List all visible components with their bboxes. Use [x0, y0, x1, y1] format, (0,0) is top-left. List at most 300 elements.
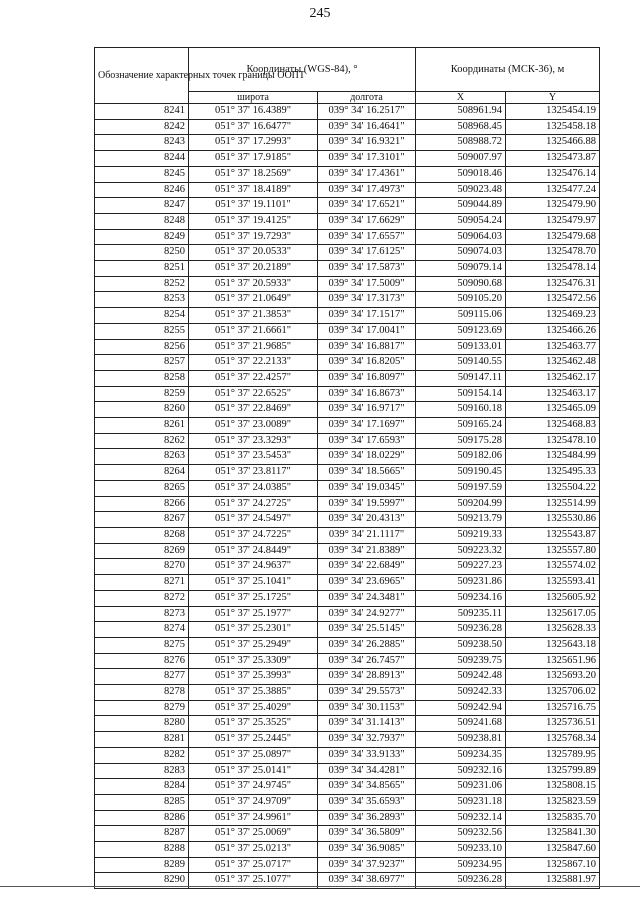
cell-point-id: 8250	[95, 245, 189, 261]
table-row	[95, 386, 600, 402]
cell-x: 509231.86	[416, 575, 506, 591]
cell-y: 1325454.19	[506, 104, 600, 120]
cell-y: 1325574.02	[506, 559, 600, 575]
cell-latitude: 051° 37' 25.3525"	[189, 716, 318, 732]
cell-point-id: 8256	[95, 339, 189, 355]
cell-y: 1325468.83	[506, 418, 600, 434]
cell-point-id: 8253	[95, 292, 189, 308]
cell-y: 1325789.95	[506, 747, 600, 763]
cell-latitude: 051° 37' 20.0533"	[189, 245, 318, 261]
table-row	[95, 826, 600, 842]
cell-longitude: 039° 34' 16.8205"	[318, 355, 416, 371]
table-row	[95, 261, 600, 277]
cell-y: 1325867.10	[506, 857, 600, 873]
table-row	[95, 418, 600, 434]
cell-latitude: 051° 37' 20.5933"	[189, 276, 318, 292]
cell-longitude: 039° 34' 21.8389"	[318, 543, 416, 559]
cell-y: 1325835.70	[506, 810, 600, 826]
table-row	[95, 559, 600, 575]
cell-point-id: 8251	[95, 261, 189, 277]
table-header-row	[95, 48, 600, 92]
cell-latitude: 051° 37' 24.7225"	[189, 527, 318, 543]
cell-latitude: 051° 37' 25.0069"	[189, 826, 318, 842]
cell-latitude: 051° 37' 25.2301"	[189, 622, 318, 638]
cell-point-id: 8275	[95, 637, 189, 653]
cell-longitude: 039° 34' 36.2893"	[318, 810, 416, 826]
cell-x: 508988.72	[416, 135, 506, 151]
cell-latitude: 051° 37' 22.8469"	[189, 402, 318, 418]
cell-longitude: 039° 34' 18.5665"	[318, 465, 416, 481]
cell-y: 1325462.17	[506, 370, 600, 386]
cell-latitude: 051° 37' 19.4125"	[189, 213, 318, 229]
table-row	[95, 857, 600, 873]
cell-x: 509115.06	[416, 308, 506, 324]
table-row	[95, 622, 600, 638]
cell-y: 1325477.24	[506, 182, 600, 198]
cell-longitude: 039° 34' 31.1413"	[318, 716, 416, 732]
cell-longitude: 039° 34' 29.5573"	[318, 685, 416, 701]
header-wgs84: Координаты (WGS-84), °	[189, 48, 416, 92]
cell-longitude: 039° 34' 18.0229"	[318, 449, 416, 465]
coordinates-table	[94, 47, 600, 889]
table-row	[95, 637, 600, 653]
cell-x: 509234.95	[416, 857, 506, 873]
table-row	[95, 276, 600, 292]
cell-y: 1325651.96	[506, 653, 600, 669]
cell-latitude: 051° 37' 19.1101"	[189, 198, 318, 214]
cell-longitude: 039° 34' 17.5873"	[318, 261, 416, 277]
cell-latitude: 051° 37' 16.4389"	[189, 104, 318, 120]
cell-x: 509204.99	[416, 496, 506, 512]
cell-point-id: 8287	[95, 826, 189, 842]
cell-latitude: 051° 37' 25.3309"	[189, 653, 318, 669]
table-row	[95, 229, 600, 245]
cell-x: 509219.33	[416, 527, 506, 543]
table-row	[95, 606, 600, 622]
cell-longitude: 039° 34' 17.3101"	[318, 151, 416, 167]
cell-point-id: 8285	[95, 794, 189, 810]
cell-point-id: 8288	[95, 842, 189, 858]
cell-x: 509044.89	[416, 198, 506, 214]
cell-y: 1325504.22	[506, 480, 600, 496]
cell-point-id: 8277	[95, 669, 189, 685]
cell-y: 1325543.87	[506, 527, 600, 543]
cell-point-id: 8255	[95, 323, 189, 339]
cell-x: 509213.79	[416, 512, 506, 528]
cell-x: 509231.18	[416, 794, 506, 810]
cell-latitude: 051° 37' 25.0897"	[189, 747, 318, 763]
cell-x: 509079.14	[416, 261, 506, 277]
cell-x: 509090.68	[416, 276, 506, 292]
table-row	[95, 213, 600, 229]
cell-x: 509147.11	[416, 370, 506, 386]
table-row	[95, 700, 600, 716]
cell-x: 508961.94	[416, 104, 506, 120]
cell-point-id: 8260	[95, 402, 189, 418]
cell-latitude: 051° 37' 24.9961"	[189, 810, 318, 826]
cell-latitude: 051° 37' 21.0649"	[189, 292, 318, 308]
cell-point-id: 8273	[95, 606, 189, 622]
cell-point-id: 8278	[95, 685, 189, 701]
cell-y: 1325881.97	[506, 873, 600, 889]
cell-y: 1325473.87	[506, 151, 600, 167]
cell-point-id: 8269	[95, 543, 189, 559]
cell-latitude: 051° 37' 23.8117"	[189, 465, 318, 481]
cell-x: 509154.14	[416, 386, 506, 402]
cell-x: 509236.28	[416, 622, 506, 638]
cell-x: 509007.97	[416, 151, 506, 167]
cell-point-id: 8276	[95, 653, 189, 669]
cell-longitude: 039° 34' 26.7457"	[318, 653, 416, 669]
cell-longitude: 039° 34' 17.1697"	[318, 418, 416, 434]
cell-point-id: 8254	[95, 308, 189, 324]
cell-x: 509197.59	[416, 480, 506, 496]
cell-latitude: 051° 37' 25.3993"	[189, 669, 318, 685]
cell-point-id: 8279	[95, 700, 189, 716]
header-y: Y	[506, 92, 600, 104]
cell-latitude: 051° 37' 24.2725"	[189, 496, 318, 512]
header-msk36: Координаты (МСК-36), м	[416, 48, 600, 92]
table-row	[95, 355, 600, 371]
cell-y: 1325847.60	[506, 842, 600, 858]
cell-point-id: 8261	[95, 418, 189, 434]
table-row	[95, 842, 600, 858]
cell-y: 1325463.17	[506, 386, 600, 402]
cell-longitude: 039° 34' 33.9133"	[318, 747, 416, 763]
cell-y: 1325593.41	[506, 575, 600, 591]
cell-x: 509175.28	[416, 433, 506, 449]
cell-y: 1325458.18	[506, 119, 600, 135]
cell-longitude: 039° 34' 17.4361"	[318, 166, 416, 182]
cell-point-id: 8246	[95, 182, 189, 198]
cell-point-id: 8244	[95, 151, 189, 167]
cell-y: 1325716.75	[506, 700, 600, 716]
cell-longitude: 039° 34' 16.2517"	[318, 104, 416, 120]
cell-x: 508968.45	[416, 119, 506, 135]
cell-x: 509227.23	[416, 559, 506, 575]
cell-latitude: 051° 37' 21.6661"	[189, 323, 318, 339]
cell-point-id: 8270	[95, 559, 189, 575]
table-row	[95, 433, 600, 449]
cell-latitude: 051° 37' 17.9185"	[189, 151, 318, 167]
cell-point-id: 8243	[95, 135, 189, 151]
cell-longitude: 039° 34' 16.8817"	[318, 339, 416, 355]
cell-y: 1325466.26	[506, 323, 600, 339]
cell-point-id: 8289	[95, 857, 189, 873]
cell-x: 509232.14	[416, 810, 506, 826]
cell-longitude: 039° 34' 30.1153"	[318, 700, 416, 716]
cell-x: 509133.01	[416, 339, 506, 355]
table-row	[95, 198, 600, 214]
cell-x: 509233.10	[416, 842, 506, 858]
cell-longitude: 039° 34' 17.6521"	[318, 198, 416, 214]
cell-latitude: 051° 37' 25.4029"	[189, 700, 318, 716]
cell-latitude: 051° 37' 25.0213"	[189, 842, 318, 858]
table-row	[95, 794, 600, 810]
cell-x: 509241.68	[416, 716, 506, 732]
cell-longitude: 039° 34' 38.6977"	[318, 873, 416, 889]
cell-longitude: 039° 34' 23.6965"	[318, 575, 416, 591]
cell-point-id: 8265	[95, 480, 189, 496]
cell-y: 1325841.30	[506, 826, 600, 842]
cell-point-id: 8257	[95, 355, 189, 371]
cell-latitude: 051° 37' 22.2133"	[189, 355, 318, 371]
cell-x: 509232.56	[416, 826, 506, 842]
cell-x: 509123.69	[416, 323, 506, 339]
cell-latitude: 051° 37' 22.4257"	[189, 370, 318, 386]
table-row	[95, 669, 600, 685]
cell-x: 509105.20	[416, 292, 506, 308]
cell-y: 1325643.18	[506, 637, 600, 653]
cell-longitude: 039° 34' 34.4281"	[318, 763, 416, 779]
cell-point-id: 8271	[95, 575, 189, 591]
cell-latitude: 051° 37' 24.9709"	[189, 794, 318, 810]
cell-point-id: 8242	[95, 119, 189, 135]
table-body	[95, 104, 600, 889]
cell-y: 1325514.99	[506, 496, 600, 512]
cell-latitude: 051° 37' 25.2445"	[189, 732, 318, 748]
cell-latitude: 051° 37' 25.0717"	[189, 857, 318, 873]
cell-longitude: 039° 34' 17.5009"	[318, 276, 416, 292]
cell-y: 1325462.48	[506, 355, 600, 371]
cell-point-id: 8282	[95, 747, 189, 763]
cell-y: 1325465.09	[506, 402, 600, 418]
cell-latitude: 051° 37' 25.0141"	[189, 763, 318, 779]
cell-x: 509242.94	[416, 700, 506, 716]
cell-latitude: 051° 37' 20.2189"	[189, 261, 318, 277]
cell-latitude: 051° 37' 25.2949"	[189, 637, 318, 653]
cell-longitude: 039° 34' 17.4973"	[318, 182, 416, 198]
cell-longitude: 039° 34' 17.1517"	[318, 308, 416, 324]
table-row	[95, 747, 600, 763]
cell-point-id: 8264	[95, 465, 189, 481]
table-row	[95, 370, 600, 386]
cell-x: 509074.03	[416, 245, 506, 261]
table-row	[95, 292, 600, 308]
cell-latitude: 051° 37' 23.0089"	[189, 418, 318, 434]
cell-longitude: 039° 34' 26.2885"	[318, 637, 416, 653]
cell-x: 509190.45	[416, 465, 506, 481]
table-row	[95, 402, 600, 418]
cell-longitude: 039° 34' 16.4641"	[318, 119, 416, 135]
cell-latitude: 051° 37' 17.2993"	[189, 135, 318, 151]
table-row	[95, 716, 600, 732]
cell-x: 509238.81	[416, 732, 506, 748]
cell-x: 509182.06	[416, 449, 506, 465]
cell-longitude: 039° 34' 17.3173"	[318, 292, 416, 308]
cell-x: 509238.50	[416, 637, 506, 653]
cell-longitude: 039° 34' 19.5997"	[318, 496, 416, 512]
cell-y: 1325823.59	[506, 794, 600, 810]
cell-latitude: 051° 37' 23.3293"	[189, 433, 318, 449]
cell-y: 1325693.20	[506, 669, 600, 685]
cell-longitude: 039° 34' 32.7937"	[318, 732, 416, 748]
table-row	[95, 810, 600, 826]
cell-latitude: 051° 37' 25.1977"	[189, 606, 318, 622]
cell-latitude: 051° 37' 24.9637"	[189, 559, 318, 575]
cell-y: 1325557.80	[506, 543, 600, 559]
cell-x: 509140.55	[416, 355, 506, 371]
cell-x: 509234.35	[416, 747, 506, 763]
cell-y: 1325617.05	[506, 606, 600, 622]
cell-point-id: 8247	[95, 198, 189, 214]
cell-x: 509232.16	[416, 763, 506, 779]
cell-longitude: 039° 34' 16.9717"	[318, 402, 416, 418]
cell-y: 1325476.14	[506, 166, 600, 182]
cell-x: 509054.24	[416, 213, 506, 229]
header-x: X	[416, 92, 506, 104]
table-row	[95, 166, 600, 182]
cell-latitude: 051° 37' 19.7293"	[189, 229, 318, 245]
cell-latitude: 051° 37' 21.3853"	[189, 308, 318, 324]
cell-y: 1325605.92	[506, 590, 600, 606]
table-row	[95, 104, 600, 120]
cell-longitude: 039° 34' 24.9277"	[318, 606, 416, 622]
cell-y: 1325469.23	[506, 308, 600, 324]
cell-longitude: 039° 34' 34.8565"	[318, 779, 416, 795]
cell-y: 1325530.86	[506, 512, 600, 528]
cell-latitude: 051° 37' 25.1077"	[189, 873, 318, 889]
table-row	[95, 512, 600, 528]
table-row	[95, 449, 600, 465]
cell-x: 509018.46	[416, 166, 506, 182]
cell-point-id: 8267	[95, 512, 189, 528]
cell-latitude: 051° 37' 16.6477"	[189, 119, 318, 135]
cell-longitude: 039° 34' 17.6593"	[318, 433, 416, 449]
cell-point-id: 8262	[95, 433, 189, 449]
cell-point-id: 8241	[95, 104, 189, 120]
cell-longitude: 039° 34' 36.5809"	[318, 826, 416, 842]
cell-point-id: 8249	[95, 229, 189, 245]
header-longitude: долгота	[318, 92, 416, 104]
cell-longitude: 039° 34' 20.4313"	[318, 512, 416, 528]
cell-latitude: 051° 37' 25.1725"	[189, 590, 318, 606]
cell-point-id: 8263	[95, 449, 189, 465]
cell-longitude: 039° 34' 19.0345"	[318, 480, 416, 496]
table-row	[95, 763, 600, 779]
cell-x: 509234.16	[416, 590, 506, 606]
cell-point-id: 8252	[95, 276, 189, 292]
table-row	[95, 527, 600, 543]
table-row	[95, 480, 600, 496]
header-latitude: широта	[189, 92, 318, 104]
table-row	[95, 245, 600, 261]
cell-longitude: 039° 34' 22.6849"	[318, 559, 416, 575]
cell-point-id: 8290	[95, 873, 189, 889]
cell-y: 1325808.15	[506, 779, 600, 795]
cell-y: 1325466.88	[506, 135, 600, 151]
cell-longitude: 039° 34' 16.8097"	[318, 370, 416, 386]
cell-longitude: 039° 34' 37.9237"	[318, 857, 416, 873]
cell-latitude: 051° 37' 24.0385"	[189, 480, 318, 496]
cell-y: 1325479.90	[506, 198, 600, 214]
cell-latitude: 051° 37' 24.8449"	[189, 543, 318, 559]
cell-longitude: 039° 34' 24.3481"	[318, 590, 416, 606]
cell-latitude: 051° 37' 25.1041"	[189, 575, 318, 591]
cell-longitude: 039° 34' 17.0041"	[318, 323, 416, 339]
table-row	[95, 496, 600, 512]
cell-longitude: 039° 34' 17.6125"	[318, 245, 416, 261]
cell-y: 1325476.31	[506, 276, 600, 292]
cell-point-id: 8259	[95, 386, 189, 402]
cell-y: 1325768.34	[506, 732, 600, 748]
table-row	[95, 590, 600, 606]
table-row	[95, 182, 600, 198]
cell-x: 509064.03	[416, 229, 506, 245]
cell-x: 509235.11	[416, 606, 506, 622]
cell-point-id: 8268	[95, 527, 189, 543]
cell-x: 509223.32	[416, 543, 506, 559]
table-row	[95, 323, 600, 339]
table-row	[95, 779, 600, 795]
cell-y: 1325478.10	[506, 433, 600, 449]
cell-y: 1325628.33	[506, 622, 600, 638]
cell-x: 509242.48	[416, 669, 506, 685]
cell-latitude: 051° 37' 22.6525"	[189, 386, 318, 402]
table-row	[95, 339, 600, 355]
cell-y: 1325799.89	[506, 763, 600, 779]
cell-y: 1325478.70	[506, 245, 600, 261]
cell-point-id: 8274	[95, 622, 189, 638]
table-row	[95, 543, 600, 559]
cell-x: 509160.18	[416, 402, 506, 418]
cell-point-id: 8245	[95, 166, 189, 182]
table-row	[95, 308, 600, 324]
table-row	[95, 151, 600, 167]
cell-longitude: 039° 34' 35.6593"	[318, 794, 416, 810]
page-number: 245	[309, 6, 331, 21]
cell-latitude: 051° 37' 24.9745"	[189, 779, 318, 795]
cell-longitude: 039° 34' 17.6557"	[318, 229, 416, 245]
table-row	[95, 465, 600, 481]
page-bottom-rule	[0, 886, 640, 887]
cell-longitude: 039° 34' 28.8913"	[318, 669, 416, 685]
cell-point-id: 8286	[95, 810, 189, 826]
cell-x: 509242.33	[416, 685, 506, 701]
cell-point-id: 8248	[95, 213, 189, 229]
cell-y: 1325463.77	[506, 339, 600, 355]
cell-point-id: 8272	[95, 590, 189, 606]
cell-point-id: 8283	[95, 763, 189, 779]
table-row	[95, 653, 600, 669]
cell-y: 1325706.02	[506, 685, 600, 701]
table-row	[95, 119, 600, 135]
cell-longitude: 039° 34' 36.9085"	[318, 842, 416, 858]
cell-point-id: 8280	[95, 716, 189, 732]
cell-longitude: 039° 34' 16.9321"	[318, 135, 416, 151]
cell-point-id: 8266	[95, 496, 189, 512]
cell-x: 509236.28	[416, 873, 506, 889]
cell-latitude: 051° 37' 18.2569"	[189, 166, 318, 182]
cell-latitude: 051° 37' 18.4189"	[189, 182, 318, 198]
cell-latitude: 051° 37' 23.5453"	[189, 449, 318, 465]
table-row	[95, 575, 600, 591]
cell-point-id: 8284	[95, 779, 189, 795]
header-point-label: Обозначение характерных точек границы ООПТ	[95, 48, 189, 104]
cell-latitude: 051° 37' 24.5497"	[189, 512, 318, 528]
cell-longitude: 039° 34' 21.1117"	[318, 527, 416, 543]
table-row	[95, 685, 600, 701]
cell-y: 1325495.33	[506, 465, 600, 481]
cell-y: 1325479.97	[506, 213, 600, 229]
cell-y: 1325484.99	[506, 449, 600, 465]
cell-y: 1325478.14	[506, 261, 600, 277]
cell-y: 1325736.51	[506, 716, 600, 732]
cell-point-id: 8258	[95, 370, 189, 386]
cell-x: 509023.48	[416, 182, 506, 198]
cell-x: 509165.24	[416, 418, 506, 434]
cell-y: 1325472.56	[506, 292, 600, 308]
